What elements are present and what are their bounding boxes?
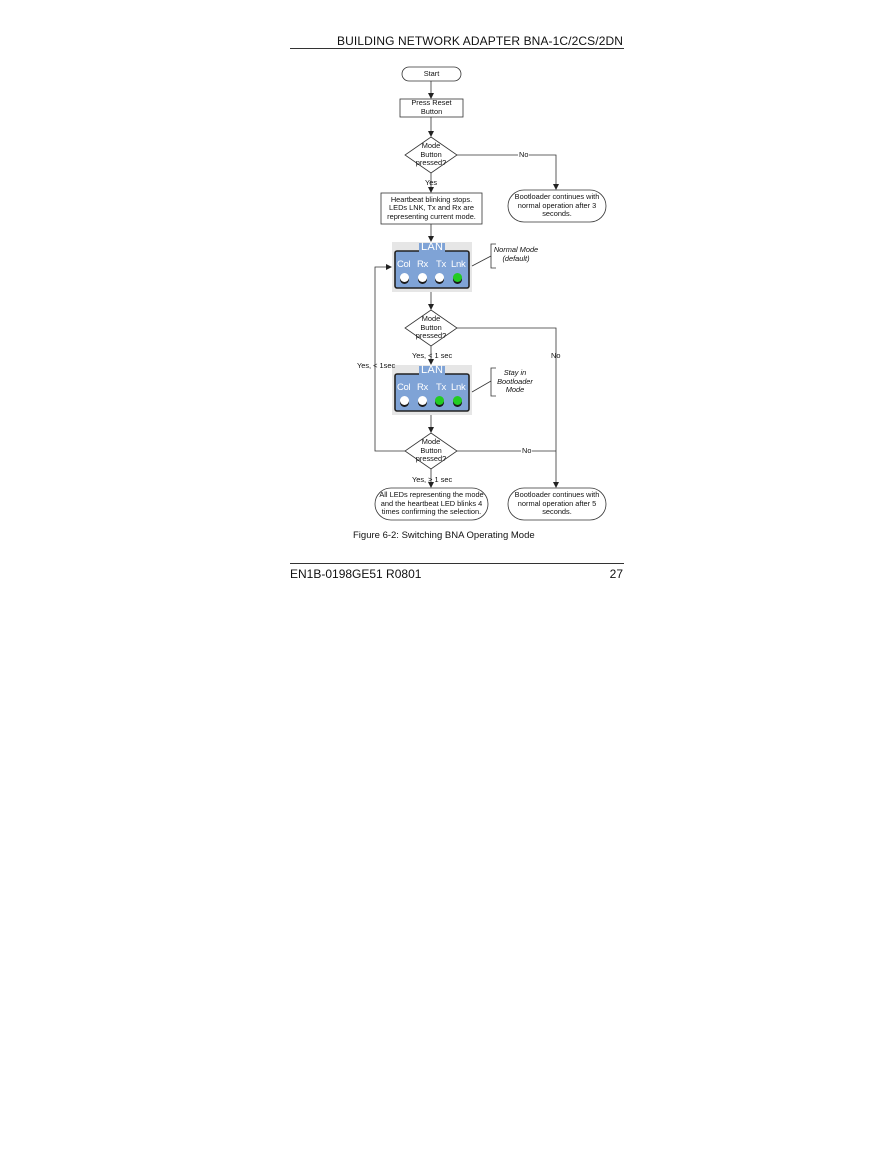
led-rx-indicator — [418, 273, 427, 282]
led-tx-indicator — [435, 396, 444, 405]
led-lnk-indicator — [453, 396, 462, 405]
decision-1-label: Mode Button pressed? — [415, 141, 447, 168]
edge-label-d3-no: No — [522, 446, 532, 455]
led-label-tx: Tx — [436, 259, 446, 270]
bootloader-5s-label: Bootloader continues with normal operation after 5 seconds. — [514, 490, 600, 517]
callout-normal-mode: Normal Mode (default) — [493, 245, 539, 263]
footer-page-number: 27 — [609, 567, 623, 581]
edge-label-d2-no: No — [551, 351, 561, 360]
led-col-indicator — [400, 396, 409, 405]
led-label-rx: Rx — [417, 382, 429, 393]
led-label-col: Col — [397, 382, 411, 393]
all-leds-label: All LEDs representing the mode and the heartbeat LED blinks 4 times confirming the selection. — [379, 490, 484, 517]
edge-label-d1-no: No — [519, 150, 529, 159]
decision-2-label: Mode Button pressed? — [415, 314, 447, 341]
edge-label-loop-yes: Yes, < 1sec — [357, 361, 396, 370]
edge-label-d2-yes: Yes, < 1 sec — [412, 351, 453, 360]
bootloader-3s-label: Bootloader continues with normal operation after 3 seconds. — [514, 192, 600, 219]
lan-title: LAN — [421, 364, 444, 376]
heartbeat-label: Heartbeat blinking stops. LEDs LNK, Tx and Rx are representing current mode. — [387, 194, 476, 221]
press-reset-line: Press Reset — [411, 98, 452, 108]
led-rx-indicator — [418, 396, 427, 405]
lan-title: LAN — [421, 241, 444, 253]
decision-3-label: Mode Button pressed? — [415, 437, 447, 464]
led-label-tx: Tx — [436, 382, 446, 393]
callout-stay-bootloader: Stay in Bootloader Mode — [497, 368, 533, 395]
edge-label-d3-yes: Yes, > 1 sec — [412, 475, 453, 484]
start-label: Start — [423, 68, 440, 78]
led-lnk-indicator — [453, 273, 462, 282]
footer-rule — [290, 563, 624, 564]
led-col-indicator — [400, 273, 409, 282]
figure-caption: Figure 6-2: Switching BNA Operating Mode — [353, 530, 535, 541]
footer-document-id: EN1B-0198GE51 R0801 — [290, 567, 422, 581]
led-label-col: Col — [397, 259, 411, 270]
press-reset-label — [400, 99, 463, 117]
page-header-title: BUILDING NETWORK ADAPTER BNA-1C/2CS/2DN — [337, 34, 623, 48]
led-label-lnk: Lnk — [451, 382, 466, 393]
led-label-rx: Rx — [417, 259, 429, 270]
led-tx-indicator — [435, 273, 444, 282]
press-reset-line: Button — [420, 107, 443, 116]
edge-label-d1-yes: Yes — [425, 178, 438, 187]
led-label-lnk: Lnk — [451, 259, 466, 270]
